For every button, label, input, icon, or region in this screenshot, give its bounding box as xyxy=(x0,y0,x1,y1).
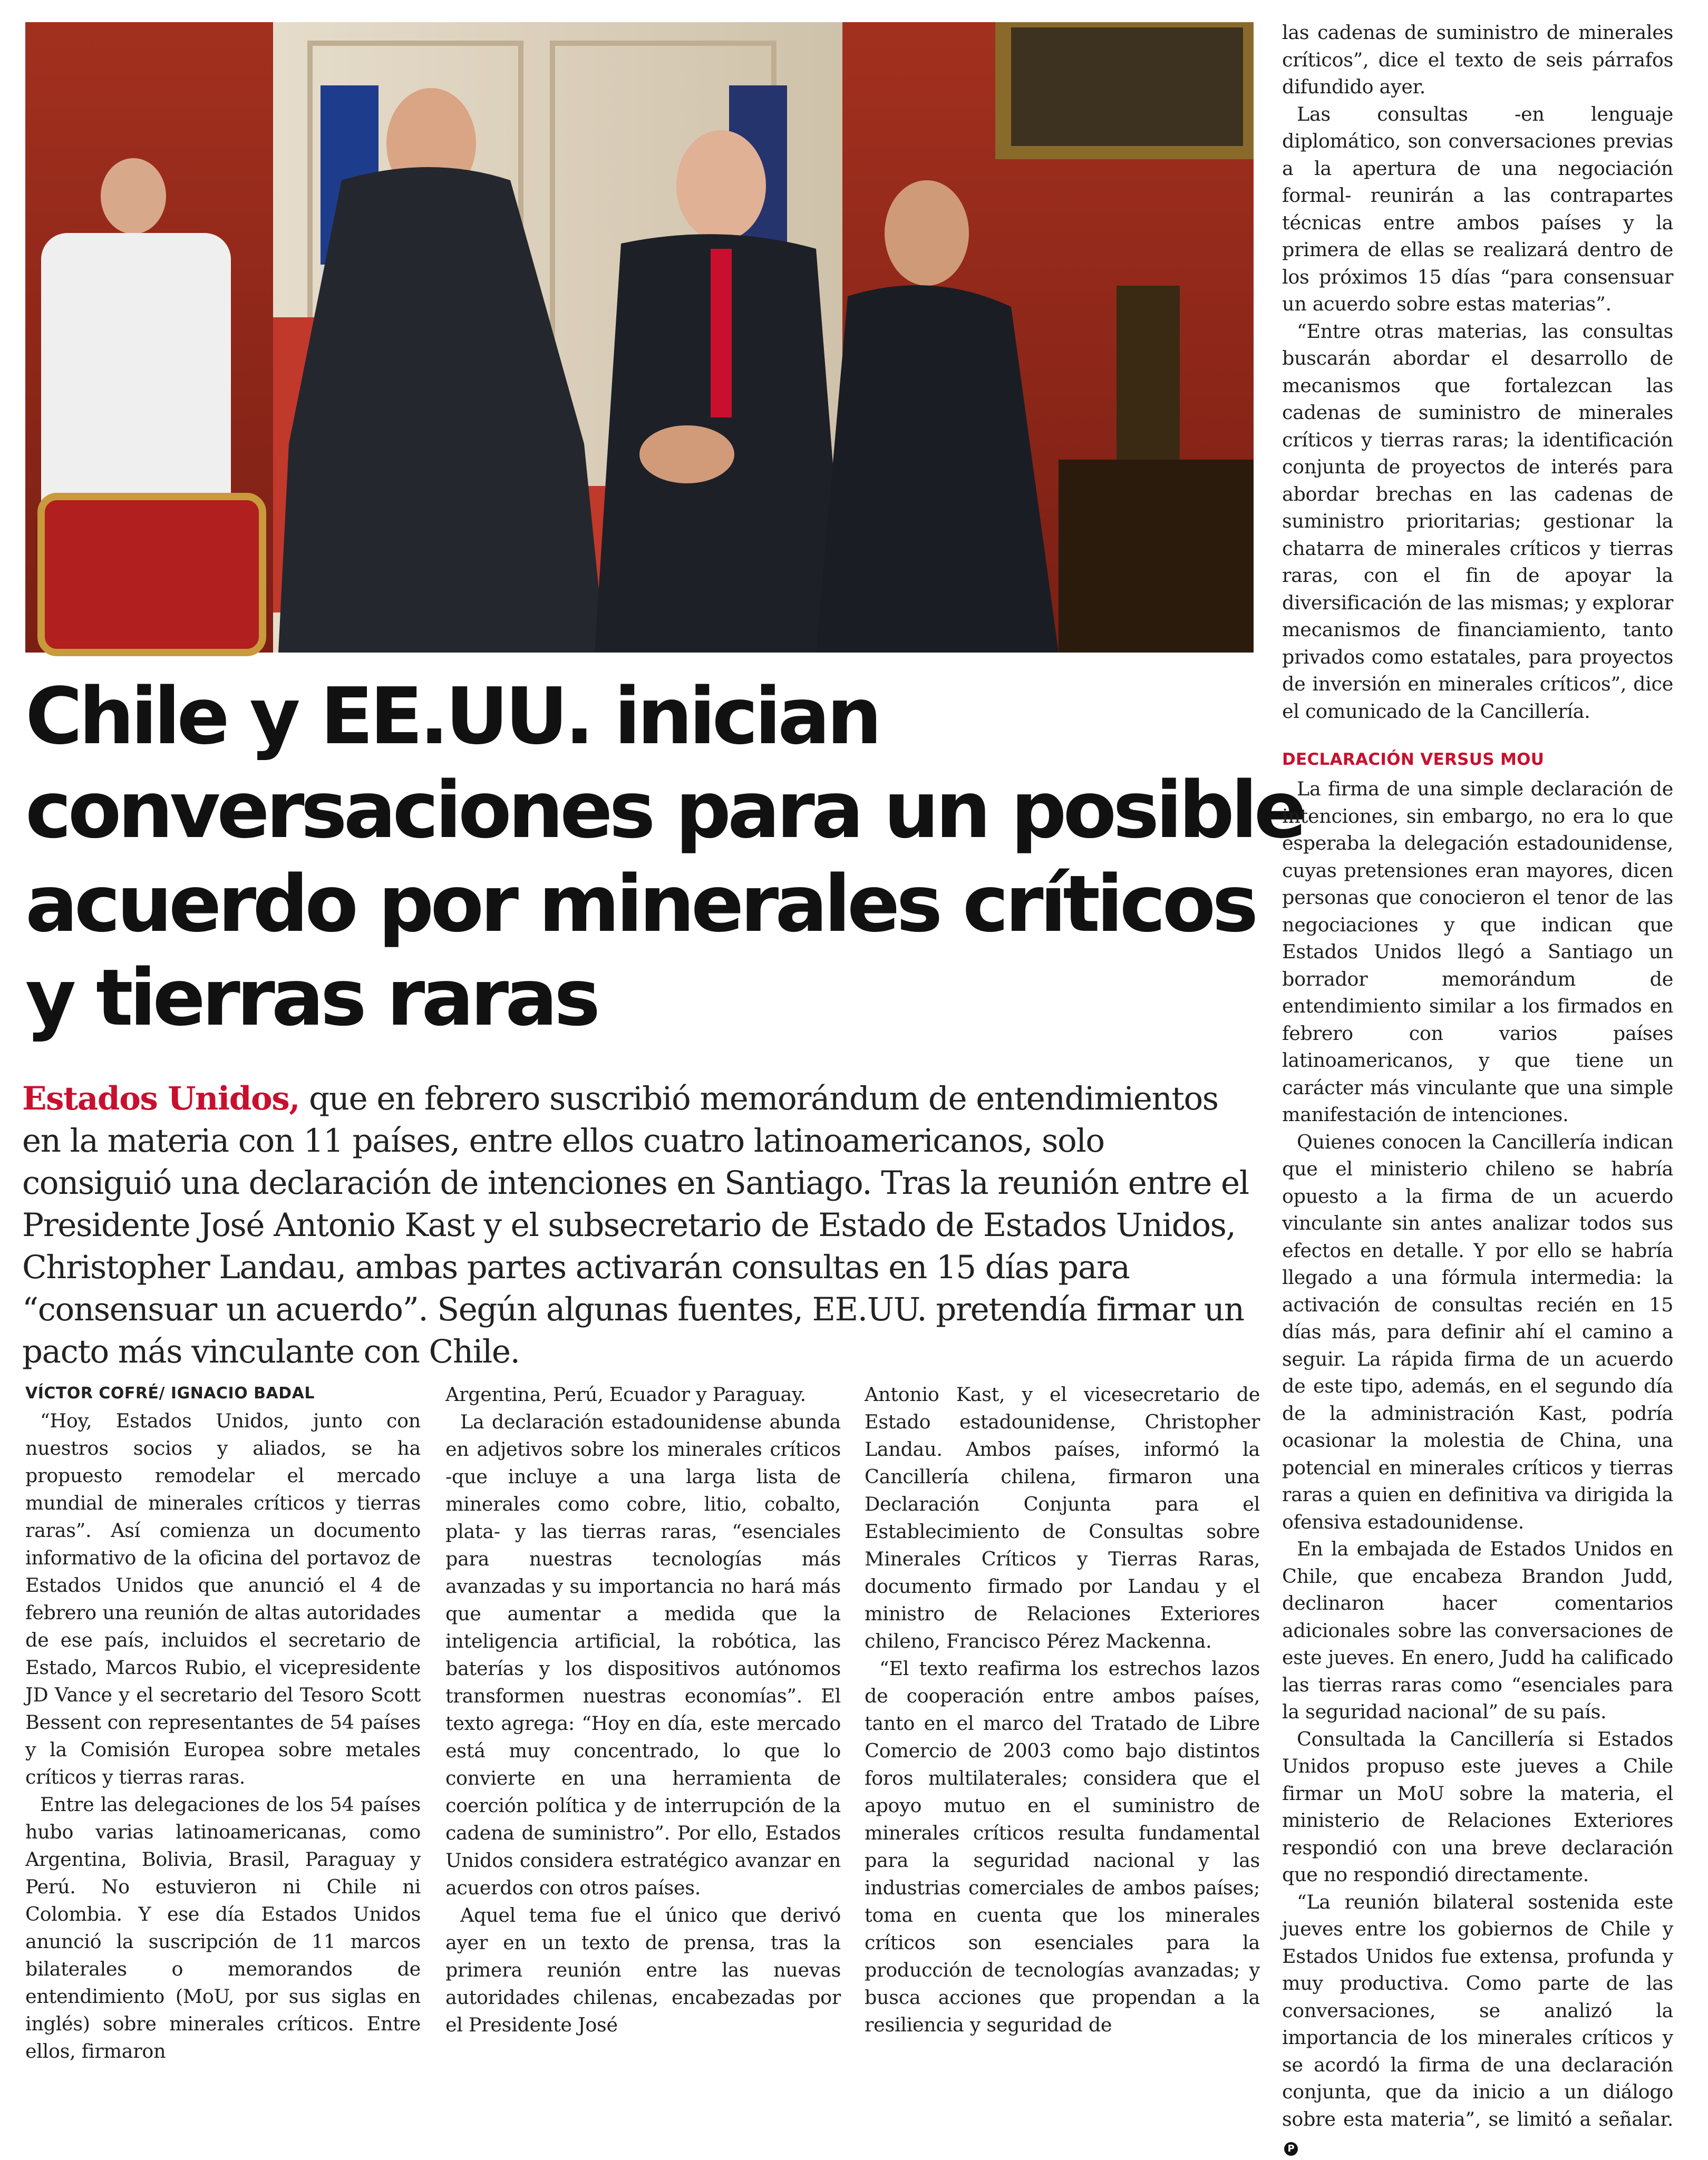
body-paragraph: las cadenas de suministro de minerales críticos”, dice el texto de seis párrafos difundido ayer. xyxy=(1282,21,1673,98)
body-paragraph: “Entre otras materias, las consultas buscarán abordar el desarrollo de mecanismos que fortalezcan las cadenas de suministro de minerales críticos y tierras raras; la identificación conjunta de proyectos de interés para abordar brechas en las cadenas de suministro prioritarias; gestionar la chatarra de minerales críticos y tierras raras, con el fin de apoyar la diversificación de las mismas; y explorar mecanismos de financiamiento, tanto privados como estatales, para proyectos de inversión en minerales críticos”, dice el comunicado de la Cancillería. xyxy=(1282,319,1673,723)
headline xyxy=(25,669,1304,1045)
body-paragraph: Quienes conocen la Cancillería indican que el ministerio chileno se habría opuesto a la firma de un acuerdo vinculante sin antes analizar todos sus efectos en detalle. Y por ello se habría llegado a una fórmula intermedia: la activación de consultas recién en 15 días más, para definir ahí el camino a seguir. La rápida firma de un acuerdo de este tipo, además, en el segundo día de la administración Kast, podría ocasionar la molestia de China, una potencial en minerales críticos y tierras raras a quien en definitiva va dirigida la ofensiva estadounidense. xyxy=(1282,1130,1673,1533)
lead-paragraph xyxy=(22,1078,1250,1373)
body-paragraph: “El texto reafirma los estrechos lazos de cooperación entre ambos países, tanto en el marco del Tratado de Libre Comercio de 2003 como bajo distintos foros multilaterales; considera que el apoyo mutuo en el suministro de minerales críticos resulta fundamental para la seguridad nacional y las industrias comerciales de ambos países; toma en cuenta que los minerales críticos son esenciales para la producción de tecnologías avanzadas; y busca acciones que propendan a la resiliencia y seguridad de xyxy=(865,1657,1260,2036)
body-column-3 xyxy=(865,1381,1260,2036)
section-subhead: DECLARACIÓN VERSUS MOU xyxy=(1282,750,1545,769)
body-paragraph: La declaración estadounidense abunda en adjetivos sobre los minerales críticos -que incluye a una larga lista de minerales como cobre, litio, cobalto, plata- y las tierras raras, “esenciales para nuestras tecnologías más avanzadas y su importancia no hará más que aumentar a medida que la inteligencia artificial, la robótica, las baterías y los dispositivos autónomos transformen nuestras economías”. El texto agrega: “Hoy en día, este mercado está muy concentrado, lo que lo convierte en una herramienta de coerción política y de interrupción de la cadena de suministro”. Por ello, Estados Unidos considera estratégico avanzar en acuerdos con otros países. xyxy=(445,1410,841,1899)
headline-line-2: conversaciones para un posible xyxy=(25,765,1304,855)
end-of-article-icon: P xyxy=(1284,2142,1298,2156)
headline-line-3: acuerdo por minerales críticos xyxy=(25,859,1255,949)
body-paragraph: Argentina, Perú, Ecuador y Paraguay. xyxy=(445,1383,806,1406)
lead-highlight: Estados Unidos, xyxy=(22,1080,300,1117)
lead-text: que en febrero suscribió memorándum de entendimientos en la materia con 11 países, entre ellos cuatro latinoamericanos, solo consiguió una declaración de intenciones en Santiago. Tras la reunión entre el Presidente José Antonio Kast y el subsecretario de Estado de Estados Unidos, Christopher Landau, ambas partes activarán consultas en 15 días para “consensuar un acuerdo”. Según algunas fuentes, EE.UU. pretendía firmar un pacto más vinculante con Chile. xyxy=(22,1080,1249,1370)
headline-line-4: y tierras raras xyxy=(25,952,597,1043)
handshake-photo-illustration xyxy=(25,22,1254,653)
final-paragraph-text: “La reunión bilateral sostenida este jueves entre los gobiernos de Chile y Estados Unidos fue extensa, profunda y muy productiva. Como parte de las conversaciones, se analizó la importancia de los minerales críticos y se acordó la firma de una declaración conjunta, que da inicio a un diálogo sobre esta materia”, se limitó a señalar. xyxy=(1282,1890,1673,2130)
body-paragraph: La firma de una simple declaración de intenciones, sin embargo, no era lo que esperaba la delegación estadounidense, cuyas pretensiones eran mayores, dicen personas que conocieron el tenor de las negociaciones y que indican que Estados Unidos llegó a Santiago un borrador memorándum de entendimiento similar a los firmados en febrero con varios países latinoamericanos, y que tiene un carácter más vinculante que una simple manifestación de intenciones. xyxy=(1282,777,1673,1126)
body-paragraph: Aquel tema fue el único que derivó ayer en un texto de prensa, tras la primera reunión entre las nuevas autoridades chilenas, encabezadas por el Presidente José xyxy=(445,1904,841,2036)
body-column-1 xyxy=(25,1381,421,2062)
body-paragraph: En la embajada de Estados Unidos en Chile, que encabeza Brandon Judd, declinaron hacer comentarios adicionales sobre las conversaciones de este jueves. En enero, Judd ha calificado las tierras raras como “esenciales para la seguridad nacional” de su país. xyxy=(1282,1538,1673,1723)
news-photo xyxy=(25,22,1254,653)
body-column-2 xyxy=(445,1381,841,2036)
body-paragraph: Las consultas -en lenguaje diplomático, son conversaciones previas a la apertura de una negociación formal- reunirán a las contrapartes técnicas entre ambos países y la primera de ellas se realizará dentro de los próximos 15 días “para consensuar un acuerdo sobre estas materias”. xyxy=(1282,102,1673,315)
headline-line-1: Chile y EE.UU. inician xyxy=(25,671,879,762)
body-paragraph: Antonio Kast, y el vicesecretario de Estado estadounidense, Christopher Landau. Ambos países, informó la Cancillería chilena, firmaron una Declaración Conjunta para el Establecimiento de Consultas sobre Minerales Críticos y Tierras Raras, documento firmado por Landau y el ministro de Relaciones Exteriores chileno, Francisco Pérez Mackenna. xyxy=(865,1383,1260,1652)
body-paragraph-final xyxy=(1282,1889,1673,2160)
body-paragraph: Consultada la Cancillería si Estados Unidos propuso este jueves a Chile firmar un MoU sobre la materia, el ministerio de Relaciones Exteriores respondió con una breve declaración que no respondió directamente. xyxy=(1282,1727,1673,1886)
body-column-right xyxy=(1282,19,1673,2154)
body-paragraph: Entre las delegaciones de los 54 países hubo varias latinoamericanas, como Argentina, Bolivia, Brasil, Paraguay y Perú. No estuvieron ni Chile ni Colombia. Y ese día Estados Unidos anunció la suscripción de 11 marcos bilaterales o memorandos de entendimiento (MoU, por sus siglas en inglés) sobre minerales críticos. Entre ellos, firmaron xyxy=(25,1793,421,2062)
byline: VÍCTOR COFRÉ/ IGNACIO BADAL xyxy=(25,1384,315,1403)
body-paragraph: “Hoy, Estados Unidos, junto con nuestros socios y aliados, se ha propuesto remodelar el mercado mundial de minerales críticos y tierras raras”. Así comienza un documento informativo de la oficina del portavoz de Estados Unidos que anunció el 4 de febrero una reunión de altas autoridades de ese país, incluidos el secretario de Estado, Marcos Rubio, el vicepresidente JD Vance y el secretario del Tesoro Scott Bessent con representantes de 54 países y la Comisión Europea sobre metales críticos y tierras raras. xyxy=(25,1409,421,1788)
